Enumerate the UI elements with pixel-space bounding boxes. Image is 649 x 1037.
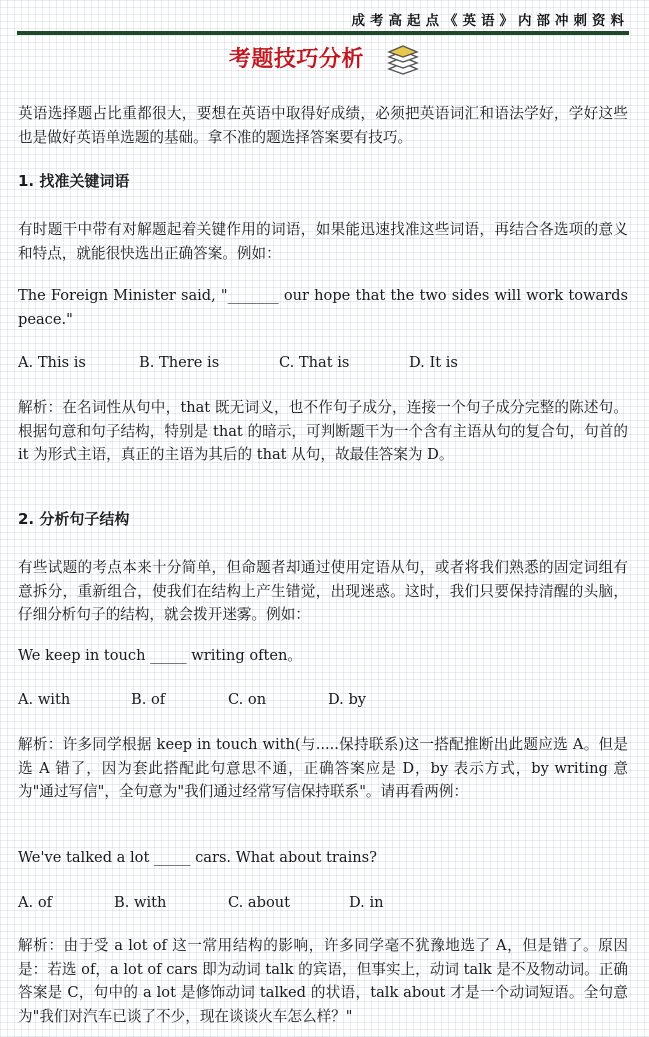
- section-1-description: 有时题干中带有对解题起着关键作用的词语，如果能迅速找准这些词语，再结合各选项的意义和特点，就能很快选出正确答案。例如：: [18, 221, 628, 262]
- option-d: D. in: [349, 894, 384, 911]
- header-rule: [17, 31, 629, 35]
- question-3-options: [18, 891, 628, 915]
- analysis-3: 解析：由于受 a lot of 这一常用结构的影响，许多同学毫不犹豫地选了 A，但是错了。原因是：若选 of，a lot of cars 即为动词 talk 的宾语，但事实上，动词 talk 是不及物动词。正确答案是 C，句中的 a lot 是修饰动词 talked 的状语，talk about 才是一个动词短语。全句意为"我们对汽车已谈了不少，现在谈谈火车怎么样？": [18, 937, 628, 1025]
- page-title: [0, 42, 649, 75]
- intro-paragraph: 英语选择题占比重都很大，要想在英语中取得好成绩，必须把英语词汇和语法学好，学好这些也是做好英语单选题的基础。拿不准的题选择答案要有技巧。: [18, 105, 628, 146]
- option-c: C. about: [228, 894, 291, 911]
- question-2: We keep in touch _____ writing often。: [18, 647, 303, 664]
- question-3: We've talked a lot _____ cars. What about trains?: [18, 849, 377, 866]
- option-b: B. of: [131, 691, 166, 708]
- option-a: A. with: [18, 691, 71, 708]
- section-1-heading: 1. 找准关键词语: [18, 172, 130, 190]
- question-1-options: [18, 351, 628, 375]
- question-1: The Foreign Minister said, "_______ our hope that the two sides will work towards peace.": [18, 287, 628, 328]
- question-2-options: [18, 688, 628, 712]
- option-d: D. It is: [409, 354, 458, 371]
- analysis-1: 解析：在名词性从句中，that 既无词义，也不作句子成分，连接一个句子成分完整的陈述句。根据句意和句子结构，特别是 that 的暗示，可判断题干为一个含有主语从句的复合句，句首的 it 为形式主语，真正的主语为其后的 that 从句，故最佳答案为 D。: [18, 399, 628, 464]
- layers-stack-icon: [386, 45, 420, 75]
- page-title-text: 考题技巧分析: [228, 47, 364, 72]
- option-b: B. with: [114, 894, 167, 911]
- analysis-2: 解析：许多同学根据 keep in touch with(与.....保持联系)这一搭配推断出此题应选 A。但是选 A 错了，因为套此搭配此句意思不通，正确答案应是 D，by 表示方式，by writing 意为"通过写信"，全句意为"我们通过经常写信保持联系"。请再看两例：: [18, 736, 628, 801]
- section-2-heading: 2. 分析句子结构: [18, 510, 130, 528]
- option-d: D. by: [328, 691, 367, 708]
- option-c: C. on: [228, 691, 267, 708]
- option-a: A. This is: [18, 354, 86, 371]
- section-2-description: 有些试题的考点本来十分简单，但命题者却通过使用定语从句，或者将我们熟悉的固定词组有意拆分，重新组合，使我们在结构上产生错觉，出现迷惑。这时，我们只要保持清醒的头脑，仔细分析句子的结构，就会拨开迷雾。例如：: [18, 559, 628, 624]
- running-header: 成考高起点《英语》内部冲刺资料: [351, 13, 629, 29]
- option-c: C. That is: [279, 354, 350, 371]
- option-b: B. There is: [139, 354, 220, 371]
- option-a: A. of: [18, 894, 53, 911]
